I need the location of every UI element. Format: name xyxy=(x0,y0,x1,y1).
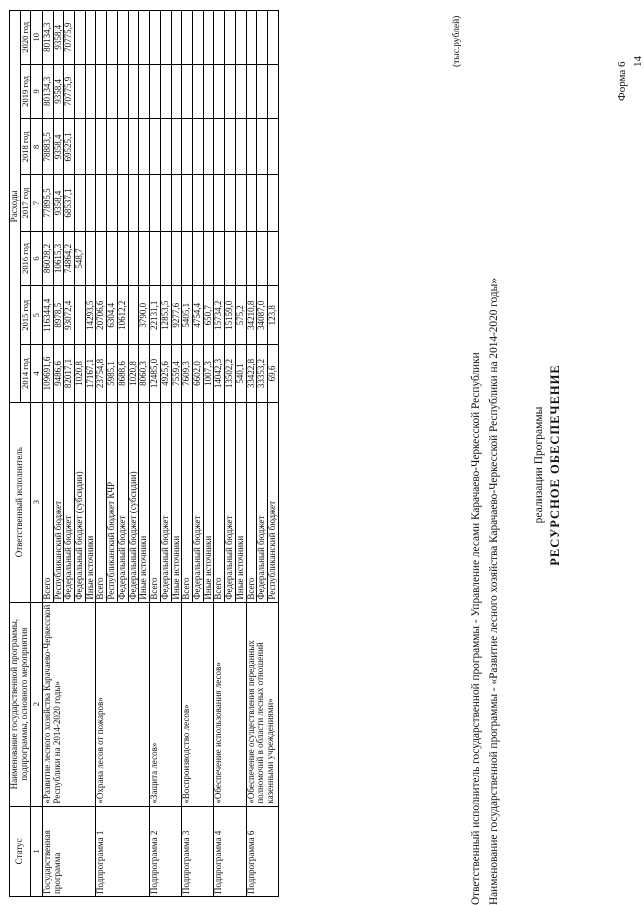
amount-cell xyxy=(128,119,139,175)
amount-cell xyxy=(235,64,246,119)
amount-cell: 116344,4 xyxy=(42,286,53,345)
executor-cell: Республиканский бюджет КЧР xyxy=(107,402,118,602)
program-name-cell: «Обеспечение использования лесов» xyxy=(214,602,246,806)
amount-cell: 69,6 xyxy=(267,345,278,403)
amount-cell xyxy=(225,119,236,175)
amount-cell: 22131,1 xyxy=(150,286,161,345)
document-subtitle: реализации Программы xyxy=(533,406,545,524)
amount-cell: 5405,1 xyxy=(182,286,193,345)
amount-cell xyxy=(214,231,225,286)
executor-cell: Иные источники xyxy=(203,402,214,602)
status-cell: Подпрограмма 1 xyxy=(96,806,150,896)
amount-cell xyxy=(85,231,96,286)
amount-cell xyxy=(128,286,139,345)
amount-cell xyxy=(246,11,257,65)
amount-cell xyxy=(107,11,118,65)
amount-cell xyxy=(267,11,278,65)
amount-cell: 15159,0 xyxy=(225,286,236,345)
amount-cell xyxy=(96,175,107,231)
program-name-cell: «Охрана лесов от пожаров» xyxy=(96,602,150,806)
amount-cell: 77895,5 xyxy=(42,175,53,231)
table-row xyxy=(96,11,107,897)
executor-cell: Иные источники xyxy=(171,402,182,602)
program-name-cell: «Обеспечение осуществления переданных полномочий в области лесных отношений казенными учреждениями» xyxy=(246,602,278,806)
amount-cell xyxy=(107,64,118,119)
amount-cell: 20706,6 xyxy=(96,286,107,345)
amount-cell xyxy=(246,64,257,119)
document-title: РЕСУРСНОЕ ОБЕСПЕЧЕНИЕ xyxy=(548,364,562,566)
amount-cell: 650,7 xyxy=(203,286,214,345)
year-header: 2019 год xyxy=(20,64,30,119)
amount-cell xyxy=(128,231,139,286)
program-name-cell: «Развитие лесного хозяйства Карачаево-Черкесской Республики на 2014-2020 годы» xyxy=(42,602,96,806)
status-cell: Государственная программа xyxy=(42,806,96,896)
amount-cell: 10615,3 xyxy=(53,231,64,286)
amount-cell xyxy=(150,11,161,65)
form-label: Форма 6 xyxy=(616,61,628,101)
amount-cell: 123,8 xyxy=(267,286,278,345)
amount-cell xyxy=(214,11,225,65)
amount-cell xyxy=(160,119,171,175)
column-number: 3 xyxy=(30,402,42,602)
amount-cell xyxy=(117,175,128,231)
amount-cell xyxy=(96,231,107,286)
amount-cell: 23754,8 xyxy=(96,345,107,403)
program-name-cell: «Защита лесов» xyxy=(150,602,182,806)
year-header: 2014 год xyxy=(20,345,30,403)
executor-cell: Республиканский бюджет xyxy=(267,402,278,602)
amount-cell xyxy=(225,64,236,119)
amount-cell: 6304,4 xyxy=(107,286,118,345)
amount-cell: 33353,2 xyxy=(257,345,268,403)
amount-cell xyxy=(75,286,86,345)
amount-cell xyxy=(96,119,107,175)
status-cell: Подпрограмма 2 xyxy=(150,806,182,896)
amount-cell xyxy=(267,119,278,175)
amount-cell: 9358,4 xyxy=(53,119,64,175)
amount-cell: 7559,4 xyxy=(171,345,182,403)
amount-cell: 78883,5 xyxy=(42,119,53,175)
amount-cell xyxy=(96,11,107,65)
amount-cell xyxy=(128,64,139,119)
amount-cell xyxy=(203,231,214,286)
amount-cell xyxy=(139,231,150,286)
table-row xyxy=(246,11,257,897)
executor-cell: Федеральный бюджет (субсидии) xyxy=(128,402,139,602)
amount-cell xyxy=(171,64,182,119)
amount-cell xyxy=(203,175,214,231)
amount-cell xyxy=(160,175,171,231)
amount-cell xyxy=(235,175,246,231)
amount-cell: 1007,3 xyxy=(203,345,214,403)
expenses-header: Расходы xyxy=(10,11,21,403)
amount-cell xyxy=(246,119,257,175)
amount-cell: 575,2 xyxy=(235,286,246,345)
amount-cell: 33422,8 xyxy=(246,345,257,403)
amount-cell: 12485,0 xyxy=(150,345,161,403)
table-row xyxy=(214,11,225,897)
amount-cell: 9358,4 xyxy=(53,11,64,65)
amount-cell xyxy=(225,175,236,231)
amount-cell: 540,1 xyxy=(235,345,246,403)
amount-cell xyxy=(85,175,96,231)
executor-cell: Федеральный бюджет xyxy=(225,402,236,602)
amount-cell: 70775,9 xyxy=(64,11,75,65)
amount-cell: 69525,1 xyxy=(64,119,75,175)
amount-cell xyxy=(192,64,203,119)
amount-cell xyxy=(107,231,118,286)
amount-cell xyxy=(203,64,214,119)
amount-cell xyxy=(150,175,161,231)
amount-cell: 4925,6 xyxy=(160,345,171,403)
amount-cell: 15734,2 xyxy=(214,286,225,345)
amount-cell xyxy=(192,175,203,231)
column-number: 7 xyxy=(30,175,42,231)
amount-cell xyxy=(203,11,214,65)
amount-cell: 93072,4 xyxy=(64,286,75,345)
amount-cell xyxy=(96,64,107,119)
amount-cell: 13502,2 xyxy=(225,345,236,403)
amount-cell xyxy=(171,119,182,175)
amount-cell xyxy=(182,119,193,175)
resource-table xyxy=(9,10,279,897)
amount-cell xyxy=(107,119,118,175)
amount-cell: 5985,1 xyxy=(107,345,118,403)
amount-cell xyxy=(160,64,171,119)
amount-cell xyxy=(246,175,257,231)
amount-cell: 10612,2 xyxy=(117,286,128,345)
executor-cell: Иные источники xyxy=(235,402,246,602)
amount-cell: 4754,4 xyxy=(192,286,203,345)
table-row xyxy=(42,11,53,897)
amount-cell: 74864,2 xyxy=(64,231,75,286)
header-row-1 xyxy=(10,11,21,897)
amount-cell: 9358,4 xyxy=(53,64,64,119)
amount-cell xyxy=(235,231,246,286)
amount-cell xyxy=(257,64,268,119)
amount-cell xyxy=(160,11,171,65)
status-cell: Подпрограмма 4 xyxy=(214,806,246,896)
year-header: 2018 год xyxy=(20,119,30,175)
executor-cell: Федеральный бюджет xyxy=(257,402,268,602)
executor-cell: Всего xyxy=(246,402,257,602)
amount-cell xyxy=(267,64,278,119)
amount-cell: 82017,1 xyxy=(64,345,75,403)
amount-cell xyxy=(192,119,203,175)
amount-cell xyxy=(128,175,139,231)
amount-cell: 8978,5 xyxy=(53,286,64,345)
amount-cell xyxy=(257,175,268,231)
amount-cell xyxy=(257,119,268,175)
amount-cell: 17167,1 xyxy=(85,345,96,403)
amount-cell xyxy=(139,11,150,65)
year-header: 2017 год xyxy=(20,175,30,231)
amount-cell: 86028,2 xyxy=(42,231,53,286)
amount-cell: 34210,8 xyxy=(246,286,257,345)
amount-cell xyxy=(171,175,182,231)
executor-cell: Федеральный бюджет xyxy=(117,402,128,602)
year-header: 2016 год xyxy=(20,231,30,286)
amount-cell xyxy=(246,231,257,286)
amount-cell xyxy=(182,11,193,65)
year-header: 2015 год xyxy=(20,286,30,345)
table-row xyxy=(150,11,161,897)
column-number: 10 xyxy=(30,11,42,65)
amount-cell xyxy=(139,119,150,175)
amount-cell xyxy=(257,11,268,65)
amount-cell xyxy=(139,64,150,119)
amount-cell: 1020,8 xyxy=(128,345,139,403)
amount-cell xyxy=(267,175,278,231)
executor-cell: Всего xyxy=(182,402,193,602)
status-header: Статус xyxy=(10,806,31,896)
page-number: 14 xyxy=(632,56,644,67)
executor-cell: Федеральный бюджет (субсидии) xyxy=(75,402,86,602)
amount-cell xyxy=(160,231,171,286)
amount-cell xyxy=(150,119,161,175)
year-header: 2020 год xyxy=(20,11,30,65)
executor-header: Ответственный исполнитель xyxy=(10,402,31,602)
amount-cell: 9277,6 xyxy=(171,286,182,345)
amount-cell: 9358,4 xyxy=(53,175,64,231)
column-number: 2 xyxy=(30,602,42,806)
amount-cell xyxy=(75,11,86,65)
amount-cell: 7609,3 xyxy=(182,345,193,403)
executor-cell: Иные источники xyxy=(139,402,150,602)
amount-cell xyxy=(225,11,236,65)
amount-cell: 9486,6 xyxy=(53,345,64,403)
amount-cell: 548,7 xyxy=(75,231,86,286)
table-row xyxy=(182,11,193,897)
table-body xyxy=(42,11,278,897)
amount-cell xyxy=(85,64,96,119)
executor-cell: Всего xyxy=(150,402,161,602)
program-name-line: Наименование государственной программы - «Развитие лесного хозяйства Карачаево-Черкесской Республики на 2014-2020 годы» xyxy=(488,278,500,905)
column-number: 8 xyxy=(30,119,42,175)
amount-cell xyxy=(117,64,128,119)
executor-cell: Всего xyxy=(214,402,225,602)
amount-cell: 6602,0 xyxy=(192,345,203,403)
amount-cell: 109691,6 xyxy=(42,345,53,403)
amount-cell xyxy=(75,119,86,175)
amount-cell xyxy=(235,119,246,175)
amount-cell xyxy=(235,11,246,65)
units-note: (тыс.рублей) xyxy=(452,15,462,67)
executor-cell: Федеральный бюджет xyxy=(160,402,171,602)
amount-cell xyxy=(182,64,193,119)
amount-cell: 12853,5 xyxy=(160,286,171,345)
amount-cell xyxy=(257,231,268,286)
executor-cell: Федеральный бюджет xyxy=(64,402,75,602)
amount-cell xyxy=(214,64,225,119)
amount-cell xyxy=(192,231,203,286)
amount-cell: 1020,8 xyxy=(75,345,86,403)
amount-cell xyxy=(117,119,128,175)
responsible-executor-line: Ответственный исполнитель государственной программы - Управление лесами Карачаево-Черкесской Республики xyxy=(470,352,482,905)
column-number: 6 xyxy=(30,231,42,286)
column-number: 1 xyxy=(30,806,42,896)
amount-cell: 80134,3 xyxy=(42,64,53,119)
amount-cell xyxy=(75,64,86,119)
column-number: 5 xyxy=(30,286,42,345)
column-number: 9 xyxy=(30,64,42,119)
amount-cell xyxy=(75,175,86,231)
amount-cell: 8060,3 xyxy=(139,345,150,403)
name-header: Наименование государственной программы, подпрограммы, основного мероприятия xyxy=(10,602,31,806)
status-cell: Подпрограмма 6 xyxy=(246,806,278,896)
amount-cell xyxy=(171,11,182,65)
amount-cell xyxy=(267,231,278,286)
amount-cell xyxy=(128,11,139,65)
amount-cell: 80134,3 xyxy=(42,11,53,65)
amount-cell: 3790,0 xyxy=(139,286,150,345)
amount-cell xyxy=(107,175,118,231)
amount-cell: 14293,5 xyxy=(85,286,96,345)
executor-cell: Всего xyxy=(96,402,107,602)
amount-cell xyxy=(192,11,203,65)
status-cell: Подпрограмма 3 xyxy=(182,806,214,896)
amount-cell xyxy=(85,11,96,65)
amount-cell: 8688,6 xyxy=(117,345,128,403)
amount-cell xyxy=(225,231,236,286)
amount-cell xyxy=(203,119,214,175)
amount-cell xyxy=(214,119,225,175)
amount-cell: 70775,9 xyxy=(64,64,75,119)
amount-cell xyxy=(150,64,161,119)
amount-cell: 68537,1 xyxy=(64,175,75,231)
executor-cell: Всего xyxy=(42,402,53,602)
column-number: 4 xyxy=(30,345,42,403)
column-number-row xyxy=(30,11,42,897)
amount-cell xyxy=(214,175,225,231)
amount-cell xyxy=(85,119,96,175)
amount-cell xyxy=(171,231,182,286)
amount-cell xyxy=(117,11,128,65)
amount-cell xyxy=(139,175,150,231)
amount-cell xyxy=(182,175,193,231)
executor-cell: Иные источники xyxy=(85,402,96,602)
program-name-cell: «Воспроизводство лесов» xyxy=(182,602,214,806)
amount-cell: 34087,0 xyxy=(257,286,268,345)
amount-cell xyxy=(182,231,193,286)
amount-cell: 14042,3 xyxy=(214,345,225,403)
executor-cell: Республиканский бюджет xyxy=(53,402,64,602)
executor-cell: Федеральный бюджет xyxy=(192,402,203,602)
amount-cell xyxy=(117,231,128,286)
amount-cell xyxy=(150,231,161,286)
